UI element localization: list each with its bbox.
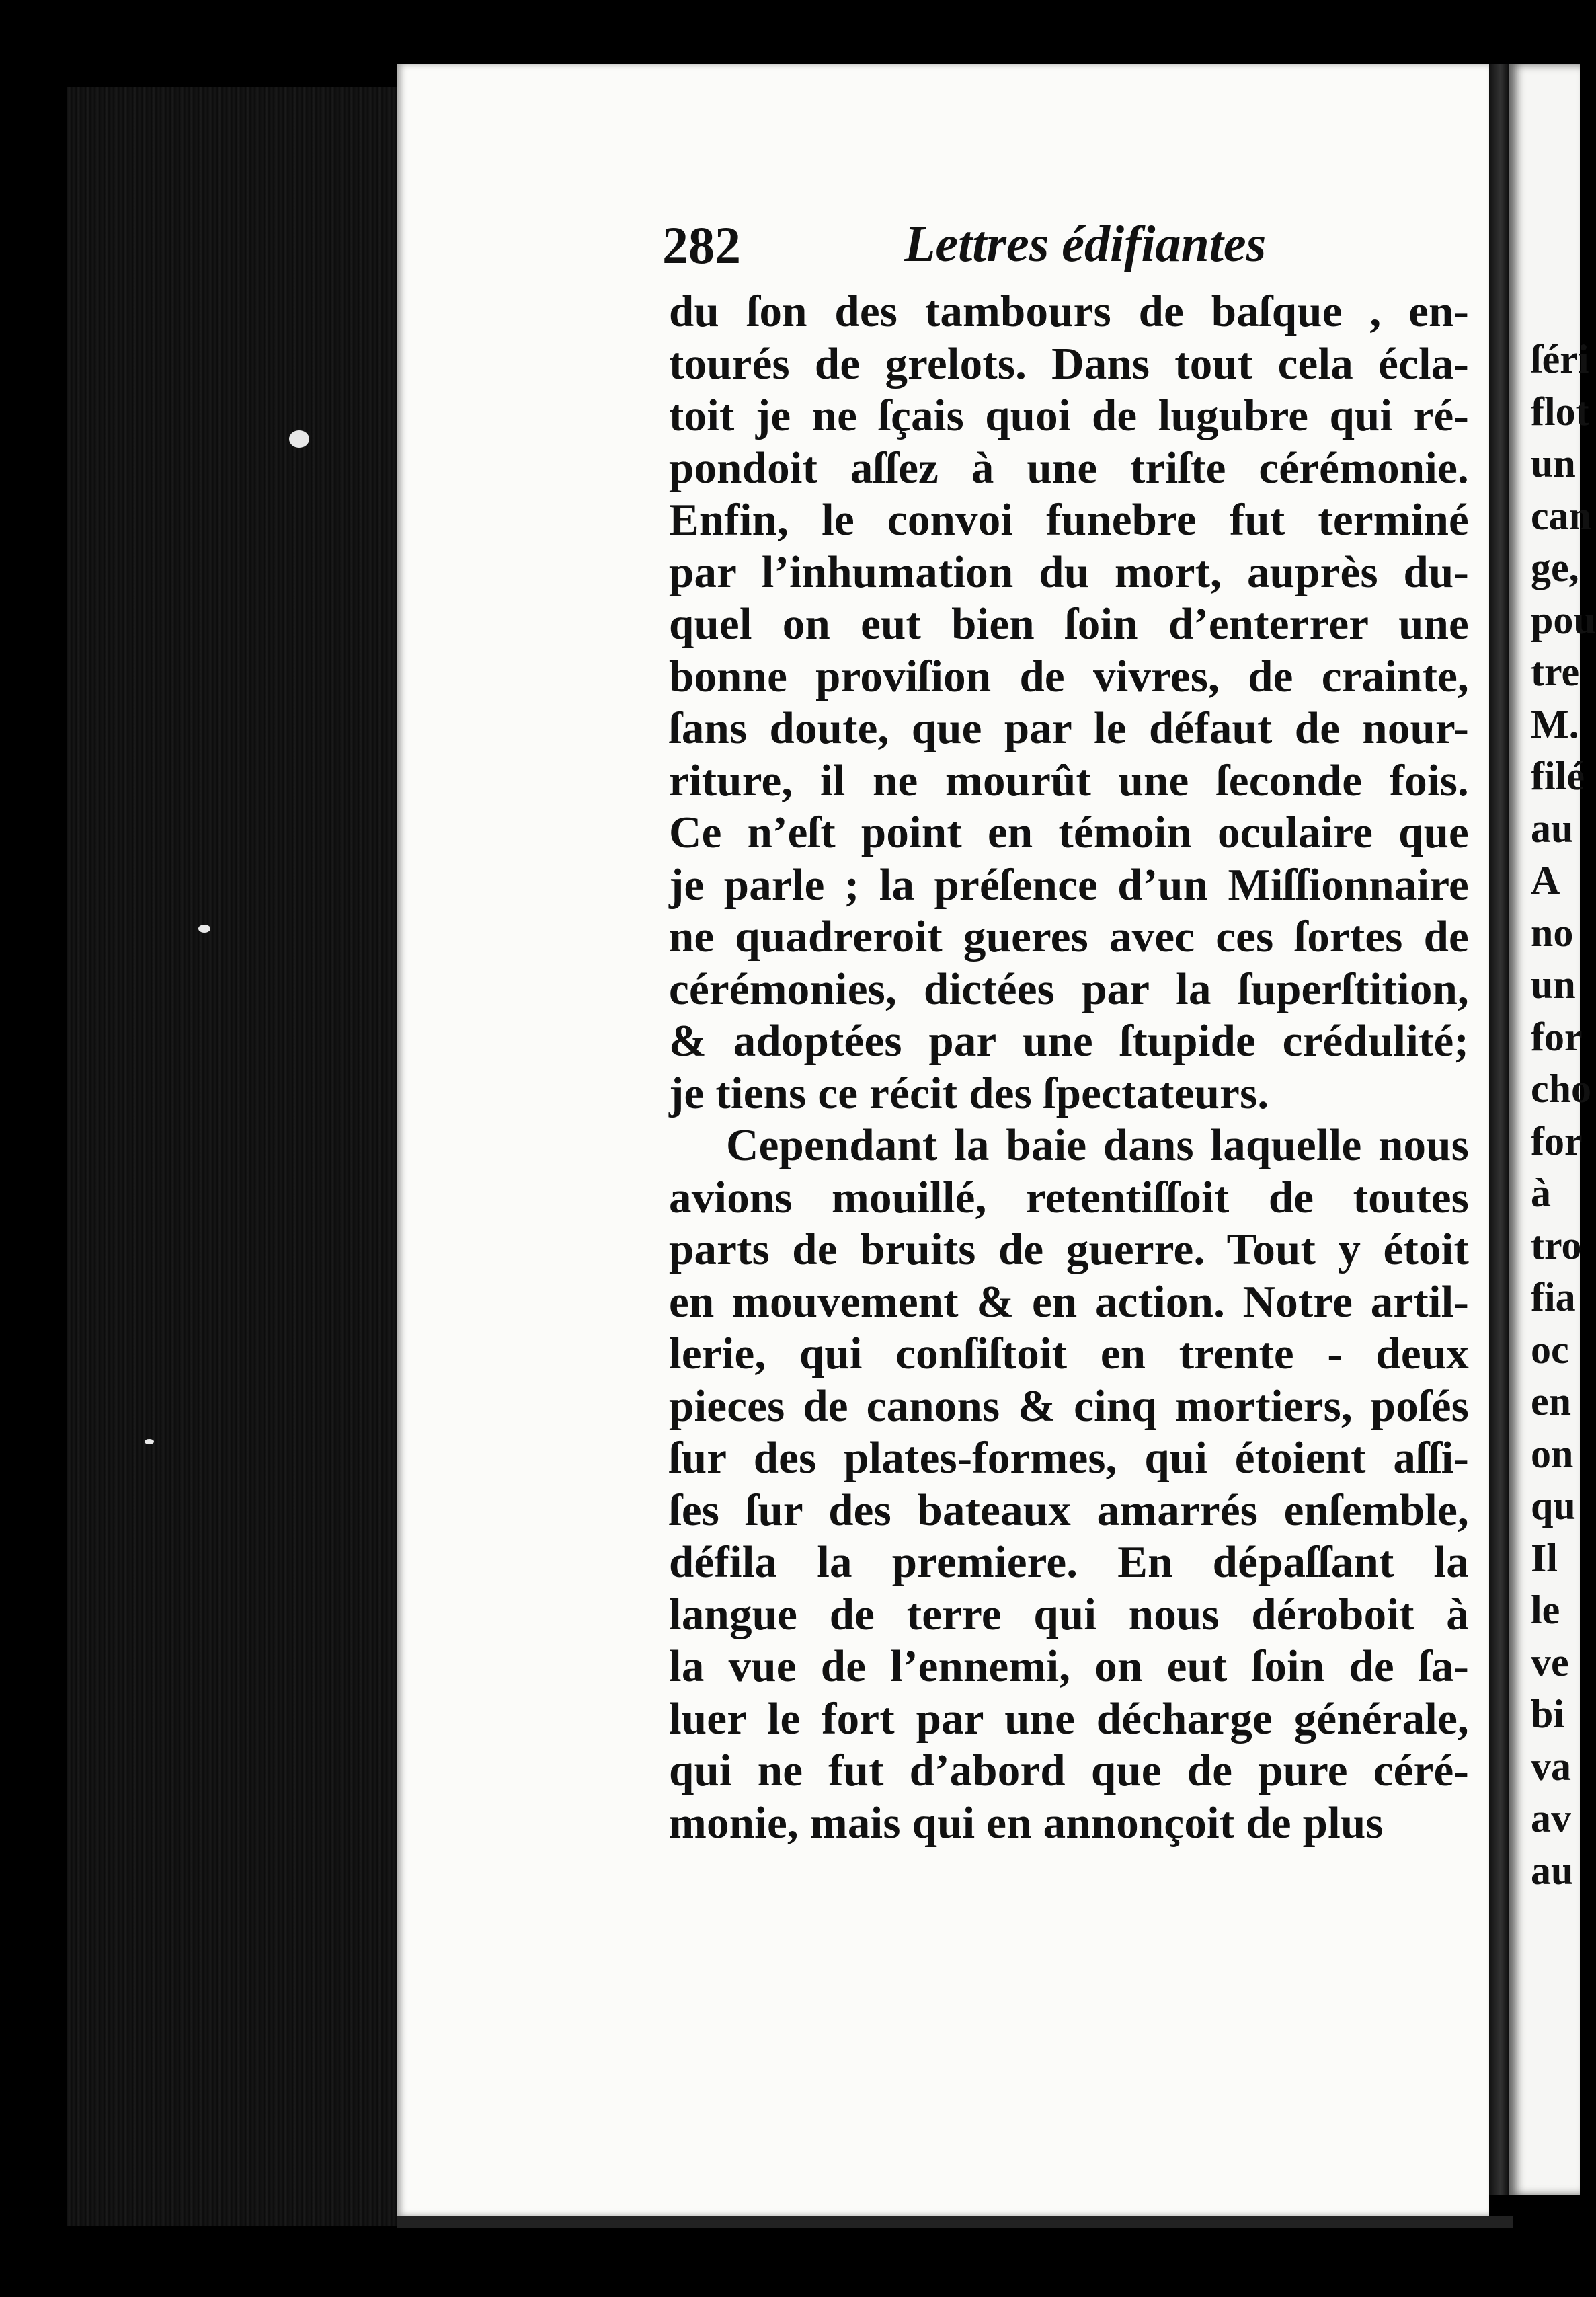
- body-text: [669, 286, 1469, 1849]
- facing-page-fragment: filé: [1531, 754, 1585, 798]
- facing-page-fragment: bi: [1531, 1692, 1565, 1736]
- text-line: ſes ſur des bateaux amarrés enſemble,: [669, 1485, 1469, 1535]
- facing-page-fragment: tro: [1531, 1222, 1582, 1268]
- facing-page-fragment: au: [1531, 806, 1574, 851]
- facing-page-fragment: cho: [1531, 1066, 1591, 1111]
- page-bottom-edge: [397, 2216, 1513, 2228]
- facing-page-fragment: qu: [1531, 1483, 1576, 1528]
- text-line: parts de bruits de guerre. Tout y étoit: [669, 1224, 1469, 1274]
- facing-page-fragment: à: [1531, 1171, 1551, 1215]
- text-line: tourés de grelots. Dans tout cela écla-: [669, 338, 1469, 389]
- text-line: avions mouillé, retentiſſoit de toutes: [669, 1172, 1469, 1222]
- text-line: langue de terre qui nous déroboit à: [669, 1589, 1469, 1639]
- text-line: pieces de canons & cinq mortiers, poſés: [669, 1380, 1469, 1431]
- text-line: je tiens ce récit des ſpectateurs.: [669, 1068, 1269, 1118]
- facing-page-fragment: un: [1531, 441, 1576, 485]
- text-line: défila la premiere. En dépaſſant la: [669, 1537, 1469, 1587]
- facing-page-fragment: ſéri: [1531, 337, 1589, 381]
- text-line: riture, il ne mourût une ſeconde fois.: [669, 755, 1469, 806]
- facing-page-fragment: au: [1531, 1848, 1574, 1893]
- facing-page-fragment: va: [1531, 1744, 1571, 1789]
- facing-page-fragment: ge,: [1531, 545, 1579, 590]
- text-line: ne quadreroit gueres avec ces ſortes de: [669, 912, 1469, 962]
- dust-speck: [145, 1439, 154, 1444]
- text-line: ſans doute, que par le défaut de nour-: [669, 703, 1469, 753]
- text-line: cérémonies, dictées par la ſuperſtition,: [669, 964, 1469, 1014]
- text-line: luer le fort par une décharge générale,: [669, 1693, 1469, 1744]
- facing-page-fragment: tre: [1531, 650, 1580, 694]
- facing-page-fragment: en: [1531, 1379, 1571, 1424]
- text-line: la vue de l’ennemi, on eut ſoin de ſa-: [669, 1641, 1469, 1691]
- facing-page-fragment: le: [1531, 1588, 1560, 1632]
- dust-speck: [198, 925, 210, 933]
- facing-page-fragment: A: [1531, 858, 1560, 902]
- text-line: Cependant la baie dans laquelle nous: [726, 1120, 1469, 1170]
- facing-page-fragment: for: [1531, 1014, 1583, 1059]
- text-line: lerie, qui conſiſtoit en trente - deux: [669, 1329, 1469, 1378]
- text-line: quel on eut bien ſoin d’enterrer une: [669, 599, 1469, 649]
- text-line: & adoptées par une ſtupide crédulité;: [669, 1016, 1469, 1066]
- facing-page-fragment: pou: [1531, 597, 1596, 642]
- text-line: qui ne fut d’abord que de pure céré-: [669, 1746, 1469, 1795]
- page-number: 282: [662, 216, 741, 274]
- text-line: bonne proviſion de vivres, de crainte,: [669, 651, 1469, 701]
- facing-page-fragment: un: [1531, 962, 1576, 1007]
- text-line: je parle ; la préſence d’un Miſſionnaire: [669, 859, 1469, 910]
- text-line: en mouvement & en action. Notre artil-: [669, 1276, 1469, 1327]
- facing-page-fragment: ve: [1531, 1639, 1569, 1684]
- facing-page-fragment: no: [1531, 910, 1574, 955]
- gutter-shadow: [1489, 64, 1512, 2195]
- page-header: [662, 215, 1469, 296]
- facing-page-fragment: oc: [1531, 1327, 1569, 1372]
- dust-speck: [289, 430, 309, 448]
- facing-page-fragment: Il: [1531, 1535, 1558, 1580]
- facing-page-fragment: fia: [1531, 1275, 1576, 1319]
- facing-page-fragment: on: [1531, 1431, 1574, 1476]
- text-line: du ſon des tambours de baſque , en-: [669, 286, 1469, 336]
- text-line: par l’inhumation du mort, auprès du-: [669, 547, 1469, 597]
- text-line: ſur des plates-formes, qui étoient aſſi-: [669, 1433, 1469, 1483]
- facing-page-fragment: av: [1531, 1796, 1571, 1840]
- facing-page-fragment: flot: [1531, 389, 1589, 434]
- facing-page-fragment: M.: [1531, 701, 1579, 746]
- facing-page-fragment: can: [1531, 493, 1591, 538]
- text-line: pondoit aſſez à une triſte cérémonie.: [669, 442, 1469, 493]
- text-line: toit je ne ſçais quoi de lugubre qui ré-: [669, 391, 1469, 440]
- book-page: [397, 64, 1489, 2216]
- running-title: Lettres édifiantes: [904, 216, 1267, 272]
- facing-page-fragment: for: [1531, 1118, 1583, 1163]
- text-line: monie, mais qui en annonçoit de plus: [669, 1797, 1384, 1848]
- text-line: Ce n’eſt point en témoin oculaire que: [669, 808, 1469, 857]
- facing-page: [1509, 64, 1596, 2195]
- book-binding: [67, 87, 444, 2226]
- text-line: Enfin, le convoi funebre fut terminé: [669, 495, 1469, 545]
